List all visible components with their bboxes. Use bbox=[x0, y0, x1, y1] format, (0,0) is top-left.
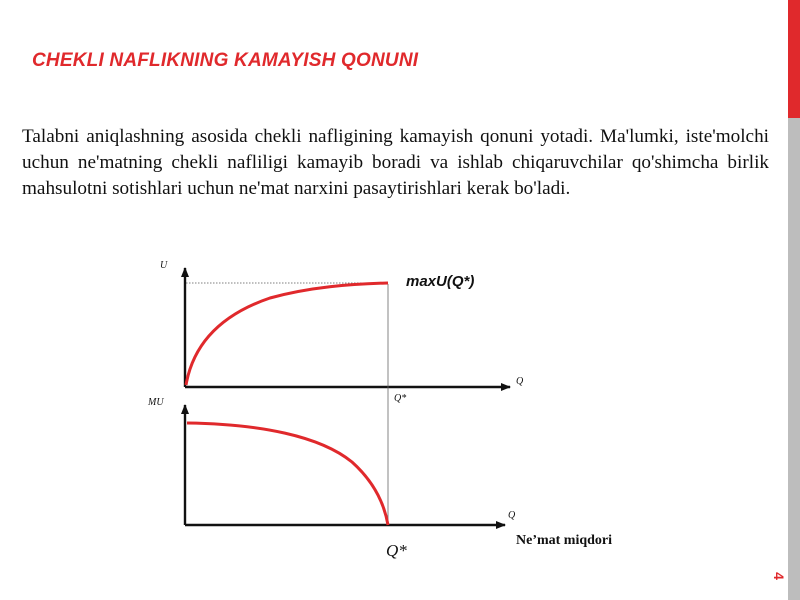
slide-title: CHEKLI NAFLIKNING KAMAYISH QONUNI bbox=[32, 50, 419, 71]
top-y-label: U bbox=[160, 260, 168, 271]
qstar-small-label: Q* bbox=[394, 393, 407, 404]
qstar-large-label: Q* bbox=[386, 541, 407, 560]
total-utility-curve bbox=[186, 283, 388, 385]
page-number: 4 bbox=[771, 572, 787, 580]
top-x-label: Q bbox=[516, 376, 524, 387]
max-utility-label: maxU(Q*) bbox=[406, 273, 475, 290]
x-caption: Ne’mat miqdori bbox=[516, 533, 613, 548]
marginal-utility-curve bbox=[187, 423, 388, 525]
body-paragraph: Talabni aniqlashning asosida chekli nafligining kamayish qonuni yotadi. Ma'lumki, iste'molchi uchun ne'matning chekli nafliligi kamayib boradi va ishlab chiqaruvchilar qo'shimcha birlik mahsulotni sotishlari uchun ne'mat narxini pasaytirishlari kerak bo'ladi. bbox=[22, 126, 769, 199]
bottom-y-label: MU bbox=[148, 397, 164, 408]
bottom-x-label: Q bbox=[508, 510, 516, 521]
